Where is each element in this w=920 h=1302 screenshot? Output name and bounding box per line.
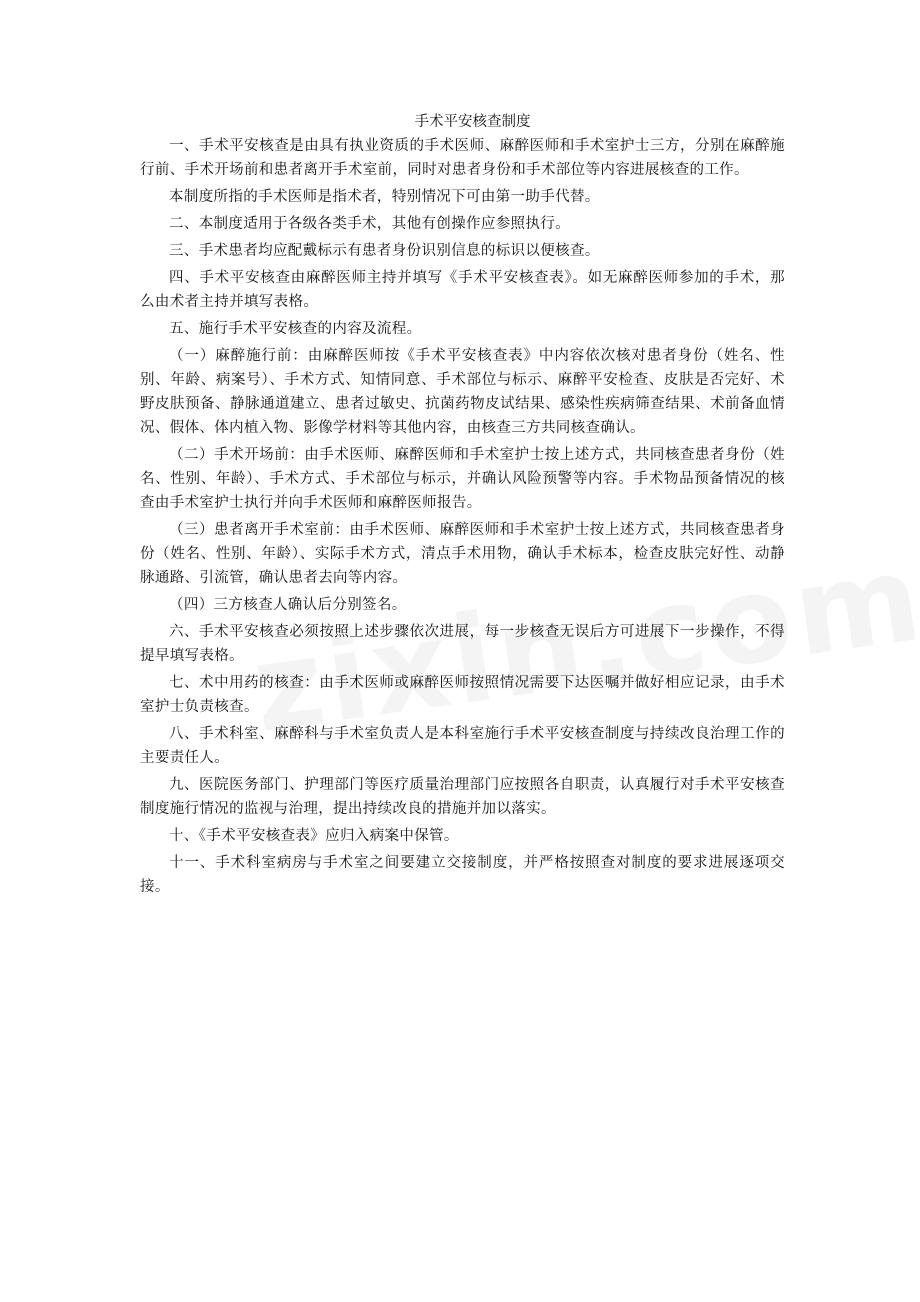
paragraph-15: 十、《手术平安核查表》应归入病案中保管。	[169, 828, 459, 844]
paragraph-14: 九、医院医务部门、护理部门等医疗质量治理部门应按照各自职责，认真履行对手术平安核查制度施行情况的监视与治理，提出持续改良的措施并加以落实。	[140, 777, 785, 817]
paragraph-12: 七、术中用药的核查：由手术医师或麻醉医师按照情况需要下达医嘱并做好相应记录，由手术室护士负责核查。	[140, 675, 785, 715]
paragraph-8: （二）手术开场前：由手术医师、麻醉医师和手术室护士按上述方式，共同核查患者身份（姓名、性别、年龄）、手术方式、手术部位与标示，并确认风险预警等内容。手术物品预备情况的核查由手术室护士执行并向手术医师和麻醉医师报告。	[140, 447, 785, 511]
document-page	[140, 110, 785, 902]
document-title: 手术平安核查制度	[414, 114, 531, 130]
paragraph-6: 五、施行手术平安核查的内容及流程。	[169, 321, 422, 337]
paragraph-9: （三）患者离开手术室前：由手术医师、麻醉医师和手术室护士按上述方式，共同核查患者身份（姓名、性别、年龄）、实际手术方式，清点手术用物，确认手术标本，检查皮肤完好性、动静脉通路、引流管，确认患者去向等内容。	[140, 522, 785, 586]
paragraph-10: （四）三方核查人确认后分别签名。	[169, 597, 407, 613]
paragraph-4: 三、手术患者均应配戴标示有患者身份识别信息的标识以便核查。	[169, 243, 600, 259]
paragraph-3: 二、本制度适用于各级各类手术，其他有创操作应参照执行。	[169, 216, 570, 232]
paragraph-2: 本制度所指的手术医师是指术者，特别情况下可由第一助手代替。	[169, 189, 600, 205]
paragraph-1: 一、手术平安核查是由具有执业资质的手术医师、麻醉医师和手术室护士三方，分别在麻醉施行前、手术开场前和患者离开手术室前，同时对患者身份和手术部位等内容进展核查的工作。	[140, 138, 785, 178]
paragraph-5: 四、手术平安核查由麻醉医师主持并填写《手术平安核查表》。如无麻醉医师参加的手术，那么由术者主持并填写表格。	[140, 270, 785, 310]
paragraph-16: 十一、手术科室病房与手术室之间要建立交接制度，并严格按照查对制度的要求进展逐项交接。	[140, 855, 785, 895]
paragraph-11: 六、手术平安核查必须按照上述步骤依次进展，每一步核查无误后方可进展下一步操作，不得提早填写表格。	[140, 624, 785, 664]
paragraph-13: 八、手术科室、麻醉科与手术室负责人是本科室施行手术平安核查制度与持续改良治理工作的主要责任人。	[140, 726, 785, 766]
paragraph-7: （一）麻醉施行前：由麻醉医师按《手术平安核查表》中内容依次核对患者身份（姓名、性别、年龄、病案号）、手术方式、知情同意、手术部位与标示、麻醉平安检查、皮肤是否完好、术野皮肤预备、静脉通道建立、患者过敏史、抗菌药物皮试结果、感染性疾病筛查结果、术前备血情况、假体、体内植入物、影像学材料等其他内容，由核查三方共同核查确认。	[140, 348, 785, 436]
